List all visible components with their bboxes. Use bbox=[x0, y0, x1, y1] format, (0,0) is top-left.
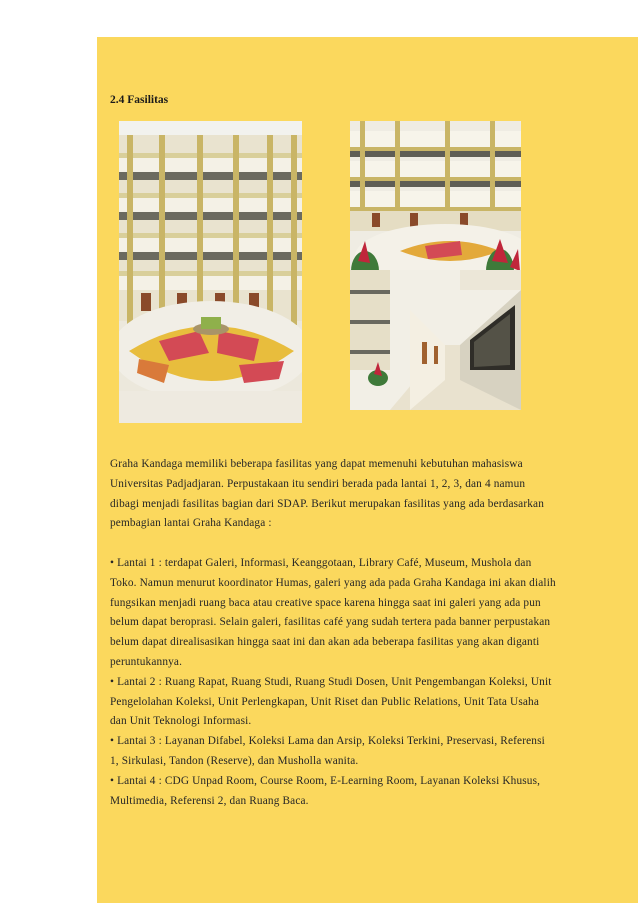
paragraph-line: pembagian lantai Graha Kandaga : bbox=[110, 517, 272, 530]
list-line: Pengelolahan Koleksi, Unit Perlengkapan, Unit Riset dan Public Relations, Unit Tata Usaha bbox=[110, 695, 540, 708]
list-line: peruntukannya. bbox=[110, 655, 183, 668]
list-line: Toko. Namun menurut koordinator Humas, galeri yang ada pada Graha Kandaga ini akan dialih bbox=[110, 576, 556, 589]
corridor-photo bbox=[350, 270, 521, 410]
list-line: fungsikan menjadi ruang baca atau creative space karena hingga saat ini galeri yang ada pun bbox=[110, 596, 541, 609]
list-line: belum dapat beroprasi. Selain galeri, fasilitas café yang sudah tertera pada banner perpustakan bbox=[110, 616, 551, 629]
list-line: • Lantai 3 : Layanan Difabel, Koleksi Lama dan Arsip, Koleksi Terkini, Preservasi, Referensi bbox=[110, 735, 545, 748]
document-page bbox=[97, 37, 638, 903]
paragraph-gap bbox=[110, 534, 610, 554]
paragraph-line: Universitas Padjadjaran. Perpustakaan itu sendiri berada pada lantai 1, 2, 3, dan 4 namun bbox=[110, 477, 526, 490]
courtyard-photo bbox=[119, 121, 302, 423]
list-line: 1, Sirkulasi, Tandon (Reserve), dan Musholla wanita. bbox=[110, 754, 359, 767]
section-heading: 2.4 Fasilitas bbox=[110, 94, 169, 106]
list-line: dan Unit Teknologi Informasi. bbox=[110, 715, 252, 728]
list-line: • Lantai 1 : terdapat Galeri, Informasi, Keanggotaan, Library Café, Museum, Mushola dan bbox=[110, 556, 532, 569]
list-line: belum dapat direalisasikan hingga saat ini dan akan ada beberapa fasilitas yang akan diganti bbox=[110, 636, 540, 649]
paragraph-line: Graha Kandaga memiliki beberapa fasilitas yang dapat memenuhi kebutuhan mahasiswa bbox=[110, 458, 523, 470]
body-text bbox=[110, 455, 610, 811]
list-line: Multimedia, Referensi 2, dan Ruang Baca. bbox=[110, 794, 309, 807]
list-line: • Lantai 2 : Ruang Rapat, Ruang Studi, Ruang Studi Dosen, Unit Pengembangan Koleksi, Unit bbox=[110, 675, 552, 688]
list-line: • Lantai 4 : CDG Unpad Room, Course Room, E-Learning Room, Layanan Koleksi Khusus, bbox=[110, 774, 541, 787]
paragraph-line: dibagi menjadi fasilitas bagian dari SDAP. Berikut merupakan fasilitas yang ada berdasarkan bbox=[110, 497, 545, 510]
